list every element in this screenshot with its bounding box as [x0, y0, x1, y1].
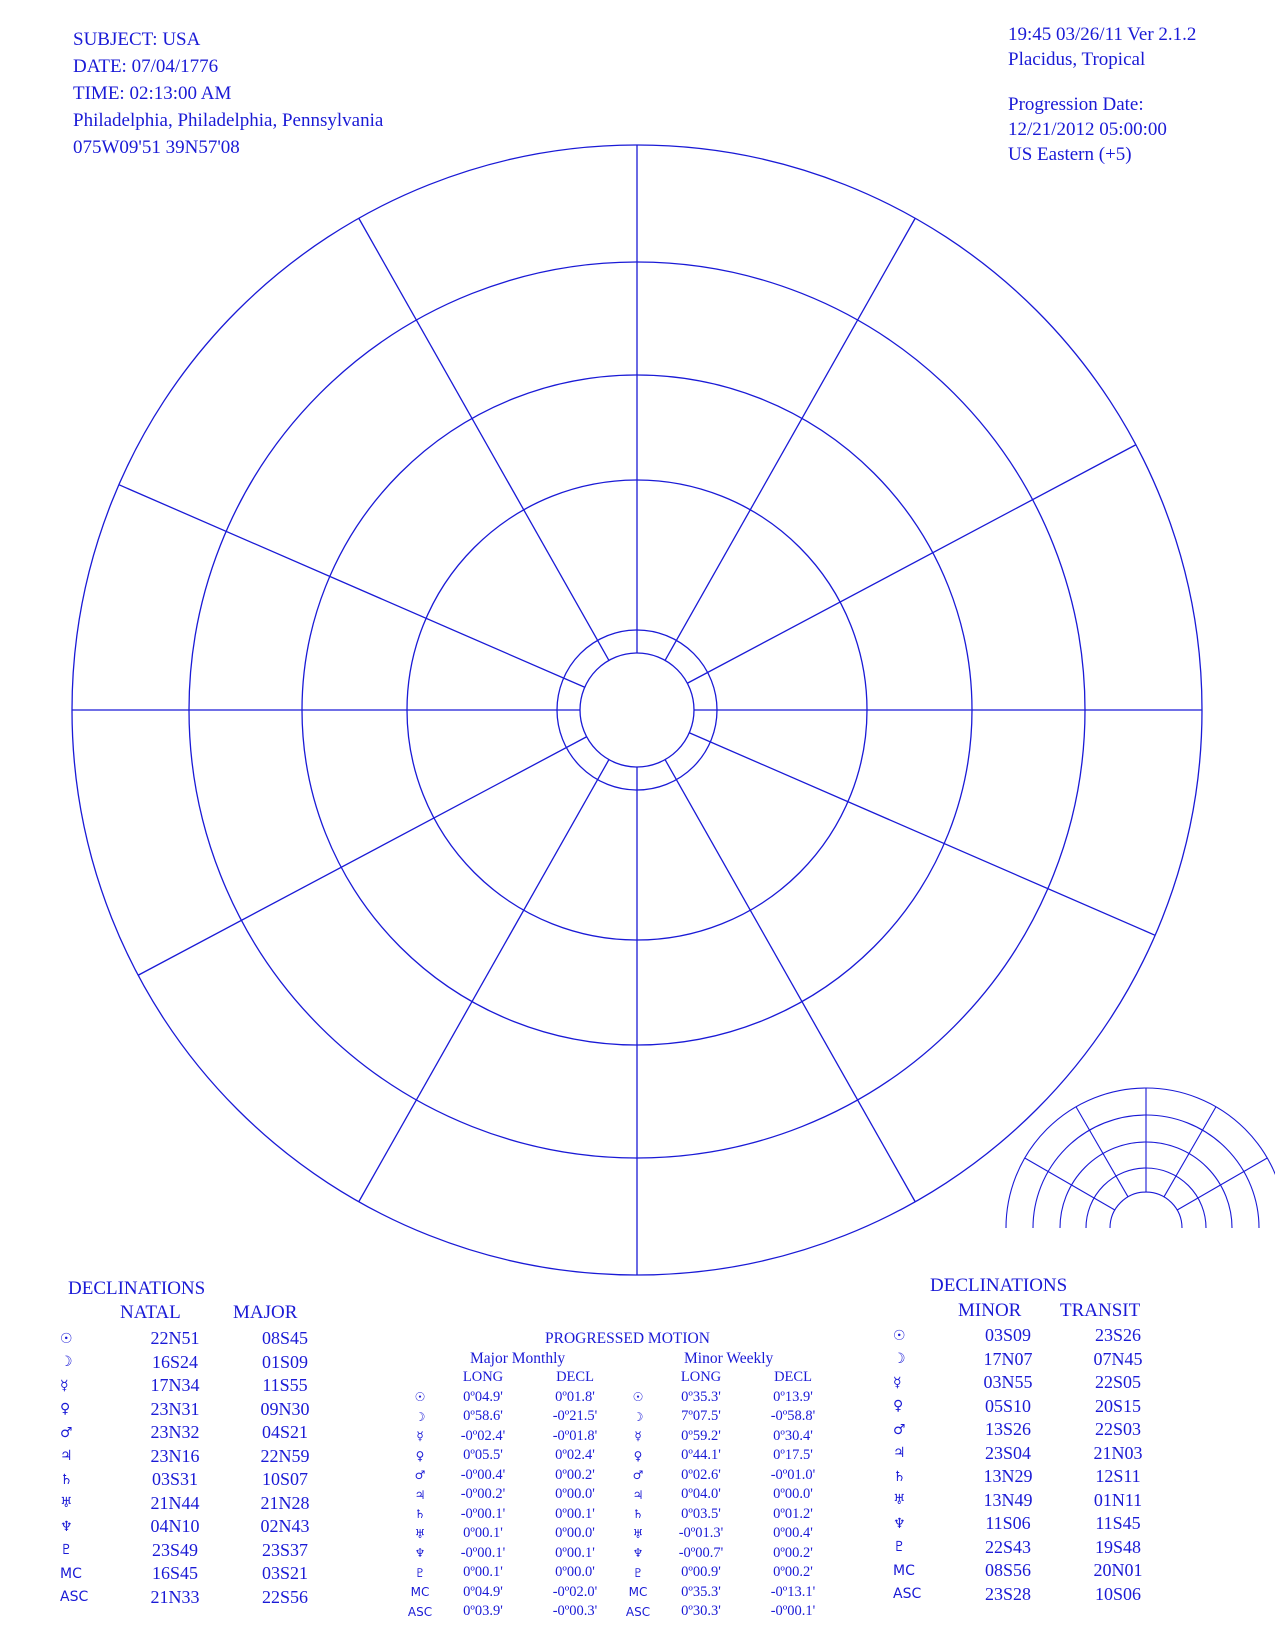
- declination-row: [60, 1468, 340, 1492]
- motion-value: -0º02.0': [552, 1583, 598, 1600]
- planet-symbol: ASC: [625, 1604, 651, 1619]
- motion-value: -0º01.8': [552, 1427, 598, 1444]
- motion-value: 0º01.8': [555, 1388, 595, 1405]
- ring-circle-4: [557, 630, 717, 790]
- declination-value: 01S09: [261, 1351, 308, 1372]
- progressed-motion-table: [403, 1368, 839, 1622]
- declination-row: [893, 1395, 1173, 1419]
- declination-value: 11S06: [985, 1513, 1031, 1534]
- time-line: TIME: 02:13:00 AM: [73, 83, 232, 104]
- house-cusp-line-3: [687, 445, 1136, 683]
- progressed-motion-row: [403, 1485, 839, 1505]
- motion-value: 0º02.4': [555, 1447, 595, 1464]
- declination-value: 11S55: [262, 1375, 308, 1396]
- planet-symbol: ☿: [893, 1374, 902, 1391]
- motion-value: 0º04.9': [463, 1388, 503, 1405]
- progressed-column-header: DECL: [774, 1369, 812, 1386]
- motion-value: 0º13.9': [773, 1388, 813, 1405]
- planet-symbol: ☽: [893, 1351, 906, 1368]
- motion-value: 0º05.5': [463, 1447, 503, 1464]
- motion-value: 0º17.5': [773, 1447, 813, 1464]
- declination-row: [893, 1512, 1173, 1536]
- motion-value: 0º03.5': [681, 1505, 721, 1522]
- natal-column-header: NATAL: [120, 1302, 181, 1323]
- progressed-motion-title: PROGRESSED MOTION: [545, 1330, 710, 1347]
- declination-value: 10S07: [261, 1469, 308, 1490]
- major-column-header: MAJOR: [233, 1302, 298, 1323]
- declination-value: 22S03: [1094, 1419, 1141, 1440]
- motion-value: -0º02.4': [460, 1427, 506, 1444]
- planet-symbol: ♂: [632, 1468, 644, 1483]
- declination-row: [60, 1445, 340, 1469]
- legend-spoke-0: [1025, 1158, 1115, 1210]
- motion-value: -0º00.3': [552, 1603, 598, 1620]
- motion-value: 0º35.3': [681, 1583, 721, 1600]
- declination-row: [60, 1398, 340, 1422]
- declination-value: 10S06: [1094, 1583, 1141, 1604]
- declination-value: 23S37: [261, 1539, 308, 1560]
- declination-value: 02N43: [260, 1516, 310, 1537]
- declination-value: 21N03: [1093, 1442, 1143, 1463]
- motion-value: 0º00.2': [555, 1466, 595, 1483]
- declination-row: [893, 1348, 1173, 1372]
- planet-symbol: ☉: [60, 1330, 73, 1347]
- motion-value: 0º00.0': [555, 1564, 595, 1581]
- declination-value: 03S31: [151, 1469, 198, 1490]
- planet-symbol: ♆: [414, 1546, 426, 1561]
- planet-symbol: ☉: [632, 1390, 644, 1405]
- planet-symbol: ♀: [60, 1401, 71, 1418]
- progressed-motion-row: [403, 1427, 839, 1447]
- motion-value: 0º04.9': [463, 1583, 503, 1600]
- motion-value: 0º00.9': [681, 1564, 721, 1581]
- planet-symbol: ♄: [893, 1468, 906, 1485]
- progressed-column-header: DECL: [556, 1369, 594, 1386]
- planet-symbol: ♂: [60, 1424, 73, 1441]
- declination-row: [893, 1418, 1173, 1442]
- declination-value: 16S45: [151, 1563, 198, 1584]
- declination-value: 01N11: [1093, 1489, 1143, 1510]
- planet-symbol: ☽: [414, 1409, 426, 1424]
- planet-symbol: ♆: [632, 1546, 644, 1561]
- declinations-right-title: DECLINATIONS: [930, 1275, 1068, 1296]
- declination-value: 20S15: [1094, 1395, 1141, 1416]
- declination-row: [893, 1489, 1173, 1513]
- declination-row: [60, 1562, 340, 1586]
- motion-value: -0º58.8': [770, 1408, 816, 1425]
- declination-row: [893, 1559, 1173, 1583]
- motion-value: -0º01.3': [678, 1525, 724, 1542]
- planet-symbol: ♃: [414, 1487, 426, 1502]
- motion-value: 0º04.0': [681, 1486, 721, 1503]
- legend-spoke-3: [1164, 1107, 1216, 1197]
- progressed-motion-row: [403, 1446, 839, 1466]
- declination-value: 23S26: [1094, 1325, 1141, 1346]
- minor-weekly-header: Minor Weekly: [684, 1350, 774, 1367]
- motion-value: 0º59.2': [681, 1427, 721, 1444]
- motion-value: 0º35.3': [681, 1388, 721, 1405]
- declination-value: 12S11: [1095, 1466, 1141, 1487]
- declinations-left-title: DECLINATIONS: [68, 1278, 206, 1299]
- planet-symbol: ♀: [633, 1448, 643, 1463]
- motion-value: 0º58.6': [463, 1408, 503, 1425]
- declination-row: [893, 1583, 1173, 1607]
- version-stamp: 19:45 03/26/11 Ver 2.1.2: [1008, 24, 1197, 45]
- motion-value: -0º00.4': [460, 1466, 506, 1483]
- declination-value: 17N34: [150, 1375, 200, 1396]
- planet-symbol: ♇: [632, 1565, 644, 1580]
- motion-value: 0º30.4': [773, 1427, 813, 1444]
- progressed-motion-row: [403, 1466, 839, 1486]
- planet-symbol: ♀: [893, 1398, 904, 1415]
- legend-spoke-1: [1076, 1107, 1128, 1197]
- house-cusp-line-9: [138, 737, 587, 975]
- declination-value: 05S10: [984, 1395, 1031, 1416]
- planet-symbol: ♄: [60, 1471, 73, 1488]
- planet-symbol: MC: [628, 1585, 648, 1600]
- declination-value: 13N29: [983, 1466, 1033, 1487]
- declination-value: 23N32: [150, 1422, 200, 1443]
- ring-circle-5: [580, 653, 694, 767]
- declination-row: [60, 1327, 340, 1351]
- spacer-cell: [621, 1368, 655, 1388]
- house-cusp-line-12: [359, 218, 609, 660]
- legend-diagram: [1006, 1088, 1275, 1228]
- planet-symbol: ♃: [60, 1448, 73, 1465]
- progression-label: Progression Date:: [1008, 94, 1144, 115]
- planet-symbol: ♃: [632, 1487, 644, 1502]
- planet-symbol: ☽: [632, 1409, 644, 1424]
- declination-row: [60, 1351, 340, 1375]
- declination-value: 16S24: [151, 1351, 198, 1372]
- planet-symbol: ASC: [60, 1589, 89, 1606]
- progressed-motion-row: [403, 1544, 839, 1564]
- house-cusp-line-6: [665, 760, 915, 1202]
- progressed-motion-row: [403, 1388, 839, 1408]
- declination-value: 17N07: [983, 1348, 1033, 1369]
- declination-value: 23N16: [150, 1445, 200, 1466]
- legend-spoke-4: [1177, 1158, 1267, 1210]
- declination-row: [60, 1421, 340, 1445]
- legend-arc-4: [1110, 1192, 1182, 1228]
- declination-value: 03S21: [261, 1563, 308, 1584]
- motion-value: -0º00.1': [460, 1505, 506, 1522]
- motion-value: -0º21.5': [552, 1408, 598, 1425]
- planet-symbol: ASC: [407, 1604, 433, 1619]
- subject-line: SUBJECT: USA: [73, 29, 201, 50]
- declination-value: 08S56: [984, 1560, 1031, 1581]
- transit-column-header: TRANSIT: [1060, 1300, 1141, 1321]
- motion-value: 0º00.0': [773, 1486, 813, 1503]
- motion-value: -0º01.0': [770, 1466, 816, 1483]
- declination-value: 11S45: [1095, 1513, 1141, 1534]
- motion-value: 0º30.3': [681, 1603, 721, 1620]
- planet-symbol: ♄: [414, 1507, 426, 1522]
- declination-value: 23S28: [984, 1583, 1031, 1604]
- declination-value: 19S48: [1094, 1536, 1141, 1557]
- motion-value: -0º00.7': [678, 1544, 724, 1561]
- motion-value: 0º00.1': [463, 1564, 503, 1581]
- progressed-motion-row: [403, 1602, 839, 1622]
- declination-value: 21N33: [150, 1586, 200, 1607]
- declination-value: 22S43: [984, 1536, 1031, 1557]
- planet-symbol: ♆: [60, 1518, 73, 1535]
- planet-symbol: ☿: [416, 1429, 424, 1444]
- planet-symbol: ☿: [634, 1429, 642, 1444]
- declination-value: 22S05: [1094, 1372, 1141, 1393]
- progressed-motion-row: [403, 1407, 839, 1427]
- motion-value: 0º44.1': [681, 1447, 721, 1464]
- planet-symbol: ☉: [893, 1327, 906, 1344]
- progression-date: 12/21/2012 05:00:00: [1008, 119, 1167, 140]
- planet-symbol: ☽: [60, 1354, 73, 1371]
- declination-row: [60, 1515, 340, 1539]
- declination-value: 22S56: [261, 1586, 308, 1607]
- motion-value: 0º00.1': [555, 1505, 595, 1522]
- declination-value: 21N44: [150, 1492, 200, 1513]
- declination-value: 23S49: [151, 1539, 198, 1560]
- motion-value: 0º00.1': [555, 1544, 595, 1561]
- declination-row: [893, 1442, 1173, 1466]
- declination-row: [60, 1492, 340, 1516]
- planet-symbol: ♅: [893, 1492, 906, 1509]
- declinations-right-table: [893, 1324, 1173, 1606]
- house-system: Placidus, Tropical: [1008, 49, 1146, 70]
- declination-row: [893, 1324, 1173, 1348]
- declination-value: 20N01: [1093, 1560, 1143, 1581]
- declination-value: 04N10: [150, 1516, 200, 1537]
- progressed-motion-row: [403, 1524, 839, 1544]
- major-monthly-header: Major Monthly: [470, 1350, 566, 1367]
- declination-value: 23S04: [984, 1442, 1031, 1463]
- time-zone: US Eastern (+5): [1008, 144, 1132, 165]
- motion-value: -0º00.2': [460, 1486, 506, 1503]
- declination-row: [60, 1586, 340, 1610]
- planet-symbol: ♇: [893, 1539, 906, 1556]
- progressed-column-header: LONG: [680, 1369, 722, 1386]
- planet-symbol: ♆: [893, 1515, 906, 1532]
- motion-value: 0º01.2': [773, 1505, 813, 1522]
- planet-symbol: MC: [410, 1585, 430, 1600]
- house-cusp-line-2: [665, 218, 915, 660]
- declination-value: 13S26: [984, 1419, 1031, 1440]
- declination-value: 21N28: [260, 1492, 310, 1513]
- motion-value: 0º00.4': [773, 1525, 813, 1542]
- date-line: DATE: 07/04/1776: [73, 56, 219, 77]
- house-cusp-line-8: [359, 760, 609, 1202]
- motion-value: 0º03.9': [463, 1603, 503, 1620]
- spacer-cell: [403, 1368, 437, 1388]
- declination-value: 03N55: [983, 1372, 1033, 1393]
- progressed-column-header: LONG: [462, 1369, 504, 1386]
- planet-symbol: ☉: [414, 1390, 426, 1405]
- planet-symbol: ♇: [414, 1565, 426, 1580]
- declination-row: [893, 1371, 1173, 1395]
- planet-symbol: ♅: [414, 1526, 426, 1541]
- declination-row: [893, 1465, 1173, 1489]
- declination-row: [60, 1374, 340, 1398]
- motion-value: 0º02.6': [681, 1466, 721, 1483]
- declination-value: 04S21: [261, 1422, 308, 1443]
- planet-symbol: ♅: [60, 1495, 73, 1512]
- planet-symbol: ASC: [893, 1586, 922, 1603]
- motion-value: 0º00.0': [555, 1486, 595, 1503]
- motion-value: -0º00.1': [770, 1603, 816, 1620]
- motion-value: 0º00.0': [555, 1525, 595, 1542]
- declination-value: 07N45: [1093, 1348, 1143, 1369]
- planet-symbol: ♂: [893, 1421, 906, 1438]
- declination-value: 08S45: [261, 1328, 308, 1349]
- declination-value: 22N51: [150, 1328, 200, 1349]
- progressed-motion-header-row: [403, 1368, 839, 1388]
- planet-symbol: ♂: [414, 1468, 426, 1483]
- planet-symbol: ♄: [632, 1507, 644, 1522]
- planet-symbol: ☿: [60, 1377, 69, 1394]
- planet-symbol: ♀: [415, 1448, 425, 1463]
- declination-value: 23N31: [150, 1398, 200, 1419]
- planet-symbol: MC: [60, 1565, 82, 1582]
- progressed-motion-row: [403, 1583, 839, 1603]
- motion-value: -0º00.1': [460, 1544, 506, 1561]
- declination-value: 09N30: [260, 1398, 310, 1419]
- declination-value: 22N59: [260, 1445, 310, 1466]
- wheel-lines: [72, 145, 1202, 1275]
- motion-value: 0º00.2': [773, 1564, 813, 1581]
- progressed-motion-row: [403, 1563, 839, 1583]
- planet-symbol: ♃: [893, 1445, 906, 1462]
- planet-symbol: MC: [893, 1562, 915, 1579]
- declination-value: 03S09: [984, 1325, 1031, 1346]
- declination-row: [60, 1539, 340, 1563]
- planet-symbol: ♅: [632, 1526, 644, 1541]
- motion-value: 7º07.5': [681, 1408, 721, 1425]
- motion-value: 0º00.2': [773, 1544, 813, 1561]
- declination-value: 13N49: [983, 1489, 1033, 1510]
- declinations-left-table: [60, 1327, 340, 1609]
- progressed-motion-row: [403, 1505, 839, 1525]
- minor-column-header: MINOR: [958, 1300, 1022, 1321]
- motion-value: -0º13.1': [770, 1583, 816, 1600]
- place-line: Philadelphia, Philadelphia, Pennsylvania: [73, 110, 384, 131]
- planet-symbol: ♇: [60, 1542, 73, 1559]
- declination-row: [893, 1536, 1173, 1560]
- motion-value: 0º00.1': [463, 1525, 503, 1542]
- coords-line: 075W09'51 39N57'08: [73, 137, 240, 158]
